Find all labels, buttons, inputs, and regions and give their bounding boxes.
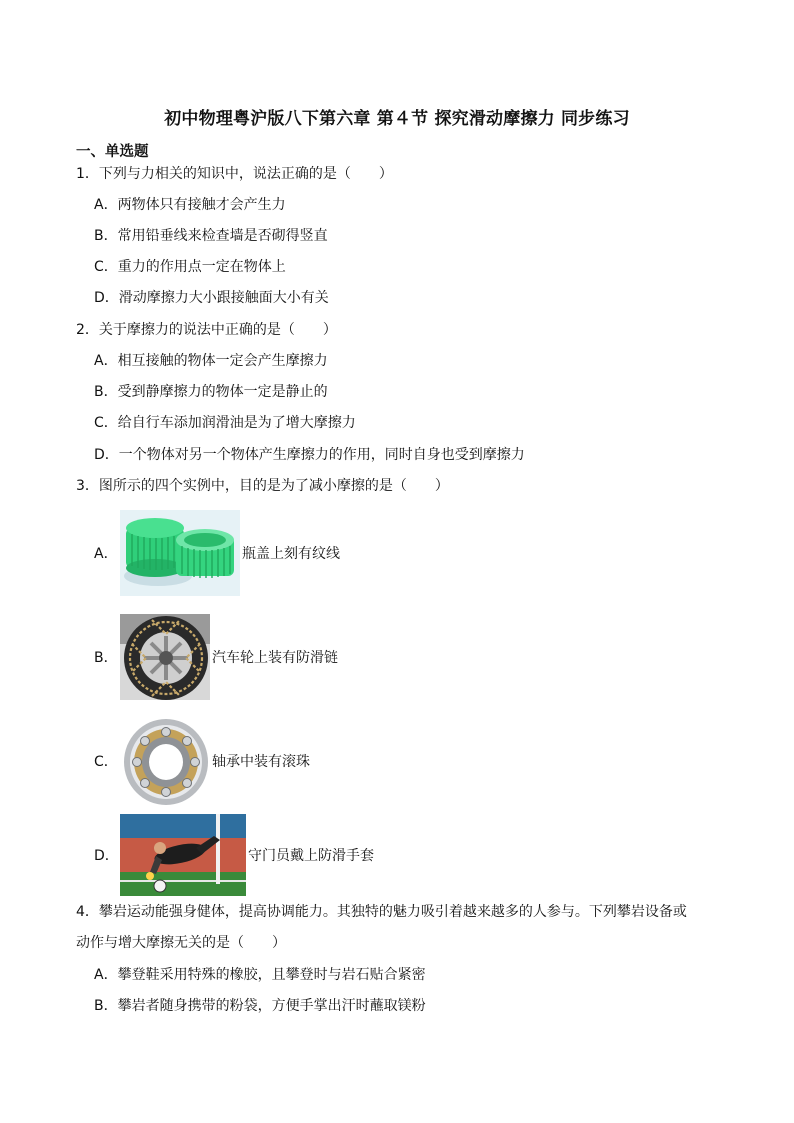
question-1-option-b: B．常用铅垂线来检查墙是否砌得竖直 [94, 228, 328, 244]
question-3-option-c [94, 716, 310, 806]
question-2-option-a: A．相互接触的物体一定会产生摩擦力 [94, 353, 328, 369]
question-3-option-d [94, 814, 374, 896]
bottle-caps-image [120, 510, 240, 596]
question-2-option-c: C．给自行车添加润滑油是为了增大摩擦力 [94, 415, 356, 431]
option-text: 瓶盖上刻有纹线 [242, 546, 340, 562]
question-1-option-d: D．滑动摩擦力大小跟接触面大小有关 [94, 290, 329, 306]
option-label: C． [94, 754, 118, 770]
question-2-option-b: B．受到静摩擦力的物体一定是静止的 [94, 384, 328, 400]
question-3-option-b [94, 614, 338, 700]
option-text: 轴承中装有滚珠 [212, 754, 310, 770]
option-label: D． [94, 848, 119, 864]
option-label: B． [94, 650, 118, 666]
question-4-stem-line-1: 4．攀岩运动能强身健体，提高协调能力。其独特的魅力吸引着越来越多的人参与。下列攀岩设备或 [76, 904, 687, 920]
document-title: 初中物理粤沪版八下第六章 第４节 探究滑动摩擦力 同步练习 [164, 109, 630, 129]
ball-bearing-image [120, 716, 210, 806]
question-1-option-a: A．两物体只有接触才会产生力 [94, 197, 286, 213]
question-4-option-b: B．攀岩者随身携带的粉袋，方便手掌出汗时蘸取镁粉 [94, 998, 426, 1014]
question-3-option-a [94, 510, 340, 596]
question-2-option-d: D．一个物体对另一个物体产生摩擦力的作用，同时自身也受到摩擦力 [94, 447, 525, 463]
section-heading: 一、单选题 [76, 144, 149, 160]
question-3-stem: 3．图所示的四个实例中，目的是为了减小摩擦的是（ ） [76, 478, 449, 494]
option-text: 汽车轮上装有防滑链 [212, 650, 338, 666]
question-4-stem-line-2: 动作与增大摩擦无关的是（ ） [76, 935, 286, 951]
question-2-stem: 2．关于摩擦力的说法中正确的是（ ） [76, 322, 337, 338]
option-text: 守门员戴上防滑手套 [248, 848, 374, 864]
question-1-stem: 1．下列与力相关的知识中，说法正确的是（ ） [76, 166, 393, 182]
question-1-option-c: C．重力的作用点一定在物体上 [94, 259, 286, 275]
tire-chain-image [120, 614, 210, 700]
question-4-option-a: A．攀登鞋采用特殊的橡胶，且攀登时与岩石贴合紧密 [94, 967, 426, 983]
goalkeeper-image [120, 814, 246, 896]
option-label: A． [94, 546, 118, 562]
